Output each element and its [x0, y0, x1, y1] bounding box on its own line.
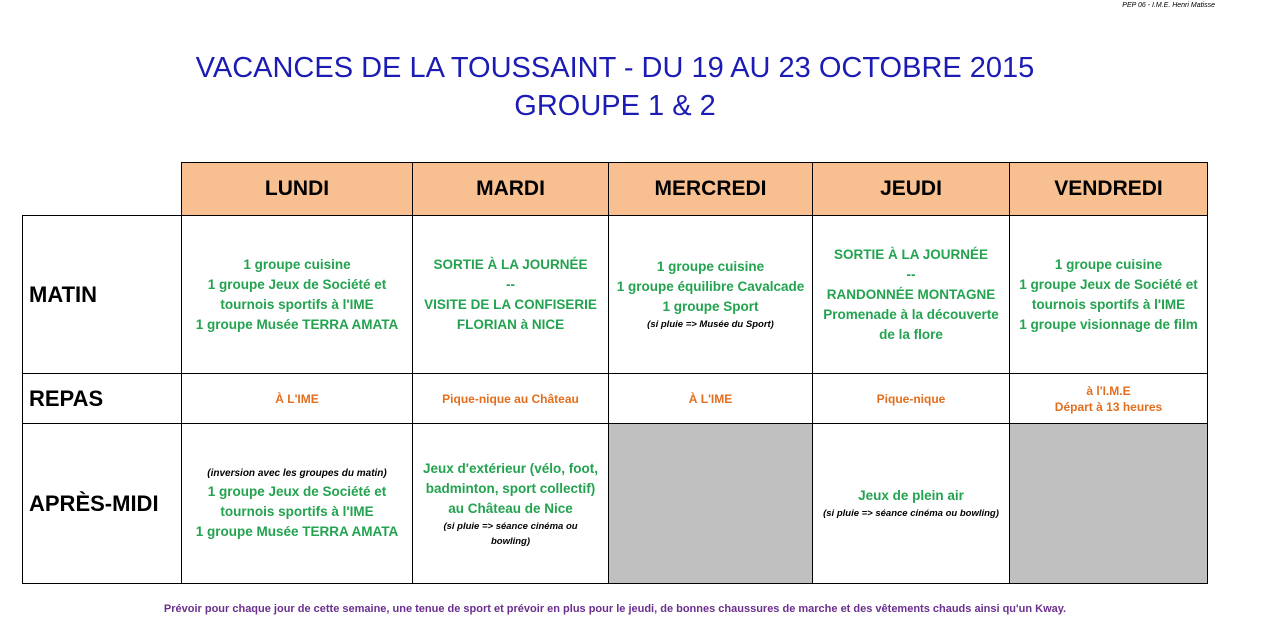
activity-line: 1 groupe cuisine — [656, 259, 765, 274]
activity-line: 1 groupe visionnage de film — [1019, 316, 1198, 332]
day-header-jeudi: JEUDI — [813, 163, 1010, 216]
row-label-apres-midi: APRÈS-MIDI — [23, 424, 182, 584]
matin-vendredi — [1010, 216, 1208, 374]
activity-line: FLORIAN à NICE — [456, 316, 565, 332]
activity-line: de la flore — [879, 326, 943, 342]
activity-line: tournois sportifs à l'IME — [220, 503, 374, 519]
rain-note: bowling) — [490, 535, 531, 547]
activity-line: RANDONNÉE MONTAGNE — [826, 286, 996, 302]
rain-note: (si pluie => séance cinéma ou — [443, 520, 578, 532]
apres-midi-vendredi-empty — [1010, 424, 1208, 584]
day-header-mardi: MARDI — [413, 163, 609, 216]
schedule-table — [22, 162, 1208, 584]
activity-line: Jeux d'extérieur (vélo, foot, — [422, 460, 598, 476]
rain-note: (si pluie => séance cinéma ou bowling) — [823, 508, 999, 519]
repas-jeudi: Pique-nique — [813, 374, 1010, 424]
matin-mardi — [413, 216, 609, 374]
activity-line: 1 groupe Musée TERRA AMATA — [195, 523, 399, 539]
day-header-vendredi: VENDREDI — [1010, 163, 1208, 216]
apres-midi-lundi — [182, 424, 413, 584]
activity-line: 1 groupe Musée TERRA AMATA — [195, 316, 399, 332]
activity-line: -- — [906, 266, 916, 282]
activity-line: 1 groupe équilibre Cavalcade — [616, 279, 805, 294]
activity-line: Jeux de plein air — [858, 488, 964, 503]
inversion-note: (inversion avec les groupes du matin) — [207, 467, 387, 479]
activity-line: tournois sportifs à l'IME — [220, 296, 374, 312]
matin-mercredi — [609, 216, 813, 374]
activity-line: 1 groupe Jeux de Société et — [1019, 276, 1198, 292]
activity-line: 1 groupe Jeux de Société et — [207, 276, 387, 292]
row-label-matin: MATIN — [23, 216, 182, 374]
apres-midi-mercredi-empty — [609, 424, 813, 584]
activity-line: 1 groupe cuisine — [1054, 256, 1163, 272]
repas-mardi: Pique-nique au Château — [413, 374, 609, 424]
activity-line: Promenade à la découverte — [823, 306, 999, 322]
activity-line: SORTIE À LA JOURNÉE — [433, 256, 588, 272]
repas-vendredi — [1010, 374, 1208, 424]
footer-note: Prévoir pour chaque jour de cette semaine, une tenue de sport et prévoir en plus pour le jeudi, de bonnes chaussures de marche et des vêtements chauds ainsi qu'un Kway. — [163, 603, 1067, 615]
row-label-repas: REPAS — [23, 374, 182, 424]
activity-line: 1 groupe Sport — [662, 299, 759, 314]
activity-line: VISITE DE LA CONFISERIE — [424, 296, 597, 312]
apres-midi-mardi — [413, 424, 609, 584]
repas-line: Départ à 13 heures — [1054, 399, 1163, 414]
page-subtitle: GROUPE 1 & 2 — [514, 90, 716, 122]
rain-note: (si pluie => Musée du Sport) — [647, 319, 774, 330]
activity-line: SORTIE À LA JOURNÉE — [833, 246, 989, 262]
repas-lundi: À L'IME — [182, 374, 413, 424]
apres-midi-jeudi — [813, 424, 1010, 584]
activity-line: badminton, sport collectif) — [425, 480, 596, 496]
activity-line: -- — [506, 276, 515, 292]
organization-label: PEP 06 - I.M.E. Henri Matisse — [1122, 2, 1215, 9]
activity-line: au Château de Nice — [448, 500, 573, 516]
repas-row — [23, 374, 1208, 424]
matin-row — [23, 216, 1208, 374]
matin-jeudi — [813, 216, 1010, 374]
activity-line: 1 groupe Jeux de Société et — [207, 483, 387, 499]
corner-cell — [23, 163, 182, 216]
day-header-lundi: LUNDI — [182, 163, 413, 216]
repas-line: à l'I.M.E — [1086, 383, 1131, 398]
page-title: VACANCES DE LA TOUSSAINT - DU 19 AU 23 OCTOBRE 2015 — [195, 52, 1035, 84]
apres-midi-row — [23, 424, 1208, 584]
day-header-row — [23, 163, 1208, 216]
day-header-mercredi: MERCREDI — [609, 163, 813, 216]
repas-mercredi: À L'IME — [609, 374, 813, 424]
activity-line: 1 groupe cuisine — [243, 256, 351, 272]
matin-lundi — [182, 216, 413, 374]
activity-line: tournois sportifs à l'IME — [1031, 296, 1186, 312]
